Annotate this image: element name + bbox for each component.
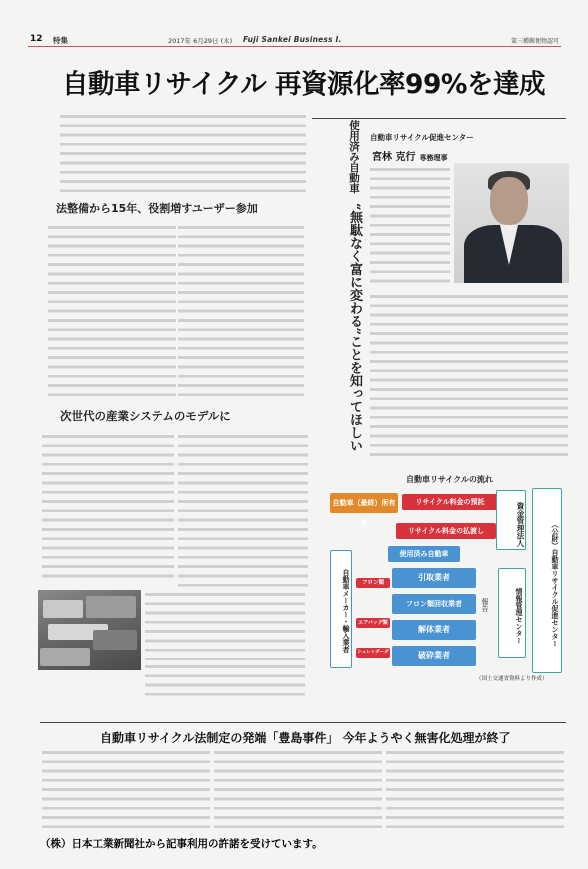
step-dismantler: 解体業者 bbox=[392, 620, 476, 640]
report-label: 報告 bbox=[481, 598, 489, 612]
publication-name: Fuji Sankei Business I. bbox=[243, 35, 342, 44]
interviewee-org: 自動車リサイクル促進センター bbox=[370, 133, 474, 142]
step-freon: フロン類回収業者 bbox=[392, 594, 476, 614]
scrap-car-photo bbox=[38, 590, 141, 670]
recycling-flow-diagram bbox=[326, 468, 566, 682]
diagram-title: 自動車リサイクルの流れ bbox=[406, 475, 493, 484]
photo-caption-cont bbox=[145, 662, 305, 696]
flow-dust: シュレッダーダスト bbox=[357, 650, 389, 665]
main-headline: 自動車リサイクル 再資源化率99%を達成 bbox=[62, 69, 545, 100]
fee-payment-arrow: リサイクル料金の預託 bbox=[402, 494, 498, 510]
page-number: 12 bbox=[30, 34, 43, 44]
box-top-rule bbox=[312, 118, 566, 119]
body-column-4 bbox=[178, 432, 308, 590]
info-center-box: 情報管理センター bbox=[498, 568, 526, 658]
diagram-source: （国土交通省資料より作成） bbox=[476, 676, 548, 682]
vertical-lead bbox=[316, 120, 364, 508]
lower-column-3 bbox=[386, 748, 564, 832]
step-collector: 引取業者 bbox=[392, 568, 476, 588]
vertical-lead-line2: “無駄なく富に変わる”ことを知ってほしい bbox=[347, 203, 362, 453]
used-car-label: 使用済み自動車 bbox=[388, 546, 460, 562]
reprint-credit: （株）日本工業新聞社から記事利用の許諾を受けています。 bbox=[40, 838, 323, 850]
vertical-lead-line1: 使用済み自動車 bbox=[348, 120, 360, 194]
interview-column-2 bbox=[370, 292, 568, 460]
promotion-center-box: （公財）自動車リサイクル促進センター bbox=[532, 488, 562, 673]
flow-freon: フロン類 bbox=[356, 578, 390, 588]
body-column-3 bbox=[42, 432, 174, 582]
lead-text bbox=[60, 112, 306, 194]
body-column-2 bbox=[178, 223, 304, 401]
interview-column-1 bbox=[370, 165, 450, 288]
lower-headline: 自動車リサイクル法制定の発端「豊島事件」 今年ようやく無害化処理が終了 bbox=[100, 731, 511, 745]
interviewee-title: 専務理事 bbox=[419, 153, 448, 162]
step-shredder: 破砕業者 bbox=[392, 646, 476, 666]
section-label: 特集 bbox=[53, 36, 68, 45]
subheading-industry: 次世代の産業システムのモデルに bbox=[60, 409, 231, 423]
photo-caption bbox=[145, 590, 305, 660]
car-owner-box: 自動車（最終）所有者 bbox=[330, 493, 398, 513]
lower-column-2 bbox=[214, 748, 382, 832]
interviewee-name-text: 宮林 克行 bbox=[372, 152, 416, 163]
interviewee-photo bbox=[454, 163, 569, 283]
interviewee-name bbox=[372, 148, 447, 163]
lower-column-1 bbox=[42, 748, 210, 832]
flow-airbag: エアバッグ類 bbox=[356, 618, 390, 628]
fee-payout-arrow: リサイクル料金の払渡し bbox=[396, 523, 496, 539]
mail-class: 第三種郵便物認可 bbox=[510, 38, 559, 45]
body-column-1 bbox=[48, 223, 176, 401]
issue-date: 2017年 6月29日 (木) bbox=[168, 37, 233, 45]
fund-management-box: 資金管理法人 bbox=[496, 490, 526, 550]
maker-box: 自動車メーカー・輸入業者 bbox=[330, 550, 352, 668]
subheading-legislation: 法整備から15年、役割増すユーザー参加 bbox=[56, 202, 258, 215]
lower-top-rule bbox=[40, 722, 566, 723]
page-header bbox=[28, 33, 561, 47]
